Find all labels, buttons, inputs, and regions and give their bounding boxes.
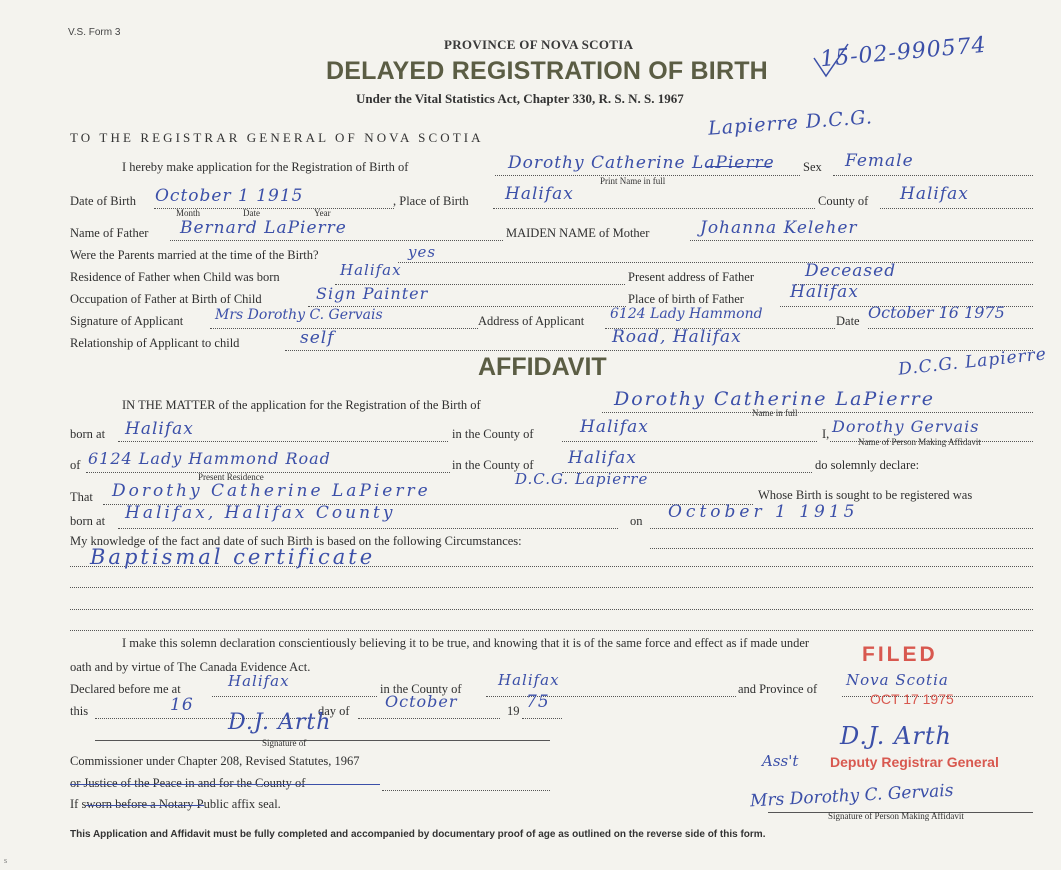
province-value: Nova Scotia: [846, 671, 949, 689]
notary-text: If sworn before a Notary Public affix seal.: [70, 797, 281, 811]
declared-value: Halifax: [228, 672, 290, 690]
dob-value: October 1 1915: [155, 186, 304, 206]
province-label: and Province of: [738, 682, 818, 696]
affidavit-correction: D.C.G. Lapierre: [897, 344, 1048, 380]
in-county-2-value: Halifax: [568, 448, 637, 468]
in-county-3-value: Halifax: [498, 671, 560, 689]
deputy-signature: D.J. Arth: [840, 722, 952, 750]
in-county-label: in the County of: [452, 427, 534, 441]
father-name-label: Name of Father: [70, 226, 149, 240]
father-birthplace-value: Halifax: [790, 282, 859, 302]
dob-label: Date of Birth: [70, 194, 136, 208]
born-at-2-label: born at: [70, 514, 106, 528]
form-subtitle: Under the Vital Statistics Act, Chapter 330, R. S. N. S. 1967: [356, 91, 684, 106]
year-hint: Year: [314, 208, 331, 218]
on-label: on: [630, 514, 643, 528]
relationship-label: Relationship of Applicant to child: [70, 336, 240, 350]
born-at-value: Halifax: [125, 419, 194, 439]
applicant-address-value: 6124 Lady Hammond: [610, 306, 763, 322]
matter-value: Dorothy Catherine LaPierre: [614, 388, 935, 410]
relationship-value: self: [300, 328, 335, 348]
county-value: Halifax: [900, 184, 969, 204]
in-county-3-label: in the County of: [380, 682, 462, 696]
father-residence-label: Residence of Father when Child was born: [70, 270, 280, 284]
justice-text: or Justice of the Peace in and for the County of: [70, 776, 306, 790]
that-value: Dorothy Catherine LaPierre: [112, 481, 431, 501]
oath-text: oath and by virtue of The Canada Evidence Act.: [70, 660, 311, 674]
mother-maiden-label: MAIDEN NAME of Mother: [506, 226, 650, 240]
of-value: 6124 Lady Hammond Road: [88, 449, 331, 468]
registration-number: 15-02-990574: [819, 32, 988, 73]
declared-label: Declared before me at: [70, 682, 181, 696]
commissioner-text: Commissioner under Chapter 208, Revised Statutes, 1967: [70, 754, 360, 768]
matter-label: IN THE MATTER of the application for the Registration of the Birth of: [122, 398, 481, 412]
province-heading: PROVINCE OF NOVA SCOTIA: [444, 37, 634, 52]
sex-value: Female: [845, 151, 914, 171]
father-address-value: Deceased: [805, 261, 897, 281]
to-registrar-line: TO THE REGISTRAR GENERAL OF NOVA SCOTIA: [70, 130, 484, 145]
commissioner-signature: D.J. Arth: [228, 710, 332, 735]
mother-maiden-value: Johanna Keleher: [700, 218, 858, 238]
name-in-full-hint: Name in full: [752, 408, 798, 418]
this-value: 16: [170, 695, 194, 715]
in-county-2-label: in the County of: [452, 458, 534, 472]
day-of-label: day of: [318, 704, 350, 718]
born-at-label: born at: [70, 427, 106, 441]
in-county-value: Halifax: [580, 417, 649, 437]
county-label: County of: [818, 194, 869, 208]
that-correction: D.C.G. Lapierre: [515, 470, 649, 488]
deputy-prefix: Ass't: [762, 752, 799, 770]
father-birthplace-label: Place of birth of Father: [628, 292, 744, 306]
of-label: of: [70, 458, 81, 472]
footer-note: This Application and Affidavit must be fully completed and accompanied by documentary proof of age as outlined on the reverse side of this form.: [70, 829, 766, 840]
present-residence-hint: Present Residence: [198, 472, 264, 482]
that-label: That: [70, 490, 93, 504]
person-making-affidavit-hint: Name of Person Making Affidavit: [858, 437, 981, 447]
affidavit-title: AFFIDAVIT: [478, 353, 607, 381]
intro-label: I hereby make application for the Registration of Birth of: [122, 160, 409, 174]
father-residence-value: Halifax: [340, 261, 402, 279]
applicant-address-value-2: Road, Halifax: [612, 327, 742, 347]
edge-mark: s: [4, 856, 8, 865]
applicant-signature-value: Mrs Dorothy C. Gervais: [215, 307, 383, 323]
married-label: Were the Parents married at the time of the Birth?: [70, 248, 319, 262]
filed-date-stamp: OCT 17 1975: [870, 691, 954, 707]
i-label: I,: [822, 427, 830, 441]
application-date-value: October 16 1975: [868, 303, 1005, 322]
knowledge-label: My knowledge of the fact and date of such Birth is based on the following Circumstances:: [70, 534, 522, 548]
year-value: 75: [526, 692, 550, 712]
born-at-2-value: Halifax, Halifax County: [125, 503, 396, 523]
married-value: yes: [408, 243, 437, 261]
this-label: this: [70, 704, 89, 718]
form-title: DELAYED REGISTRATION OF BIRTH: [326, 57, 768, 85]
print-name-hint: Print Name in full: [600, 176, 666, 186]
father-occupation-label: Occupation of Father at Birth of Child: [70, 292, 262, 306]
place-of-birth-value: Halifax: [505, 184, 574, 204]
applicant-signature-label: Signature of Applicant: [70, 314, 184, 328]
father-occupation-value: Sign Painter: [316, 284, 429, 303]
whose-birth-label: Whose Birth is sought to be registered was: [758, 488, 973, 502]
place-of-birth-label: , Place of Birth: [393, 194, 469, 208]
knowledge-value: Baptismal certificate: [90, 545, 376, 569]
date-hint: Date: [243, 208, 260, 218]
solemn-declaration-text: I make this solemn declaration conscientiously believing it to be true, and knowing that it is of the same force and effect as if made under: [122, 636, 810, 650]
father-name-value: Bernard LaPierre: [180, 218, 347, 238]
name-correction: Lapierre D.C.G.: [707, 106, 874, 140]
application-date-label: Date: [836, 314, 860, 328]
deputy-registrar-stamp: Deputy Registrar General: [830, 754, 999, 770]
filed-stamp: FILED: [862, 643, 938, 666]
reg-number-check: [812, 40, 852, 80]
form-id: V.S. Form 3: [68, 27, 121, 38]
child-name-value: Dorothy Catherine LaPierre: [508, 153, 775, 173]
on-value: October 1 1915: [668, 502, 859, 522]
affiant-signature-label: Signature of Person Making Affidavit: [828, 811, 964, 821]
day-value: October: [385, 692, 458, 711]
affiant-signature: Mrs Dorothy C. Gervais: [749, 780, 954, 812]
solemnly-declare-label: do solemnly declare:: [815, 458, 920, 472]
year-prefix: 19: [507, 704, 520, 718]
father-address-label: Present address of Father: [628, 270, 755, 284]
sex-label: Sex: [803, 160, 822, 174]
month-hint: Month: [176, 208, 201, 218]
affiant-name-value: Dorothy Gervais: [832, 417, 980, 436]
signature-of-label: Signature of: [262, 738, 307, 748]
applicant-address-label: Address of Applicant: [478, 314, 585, 328]
